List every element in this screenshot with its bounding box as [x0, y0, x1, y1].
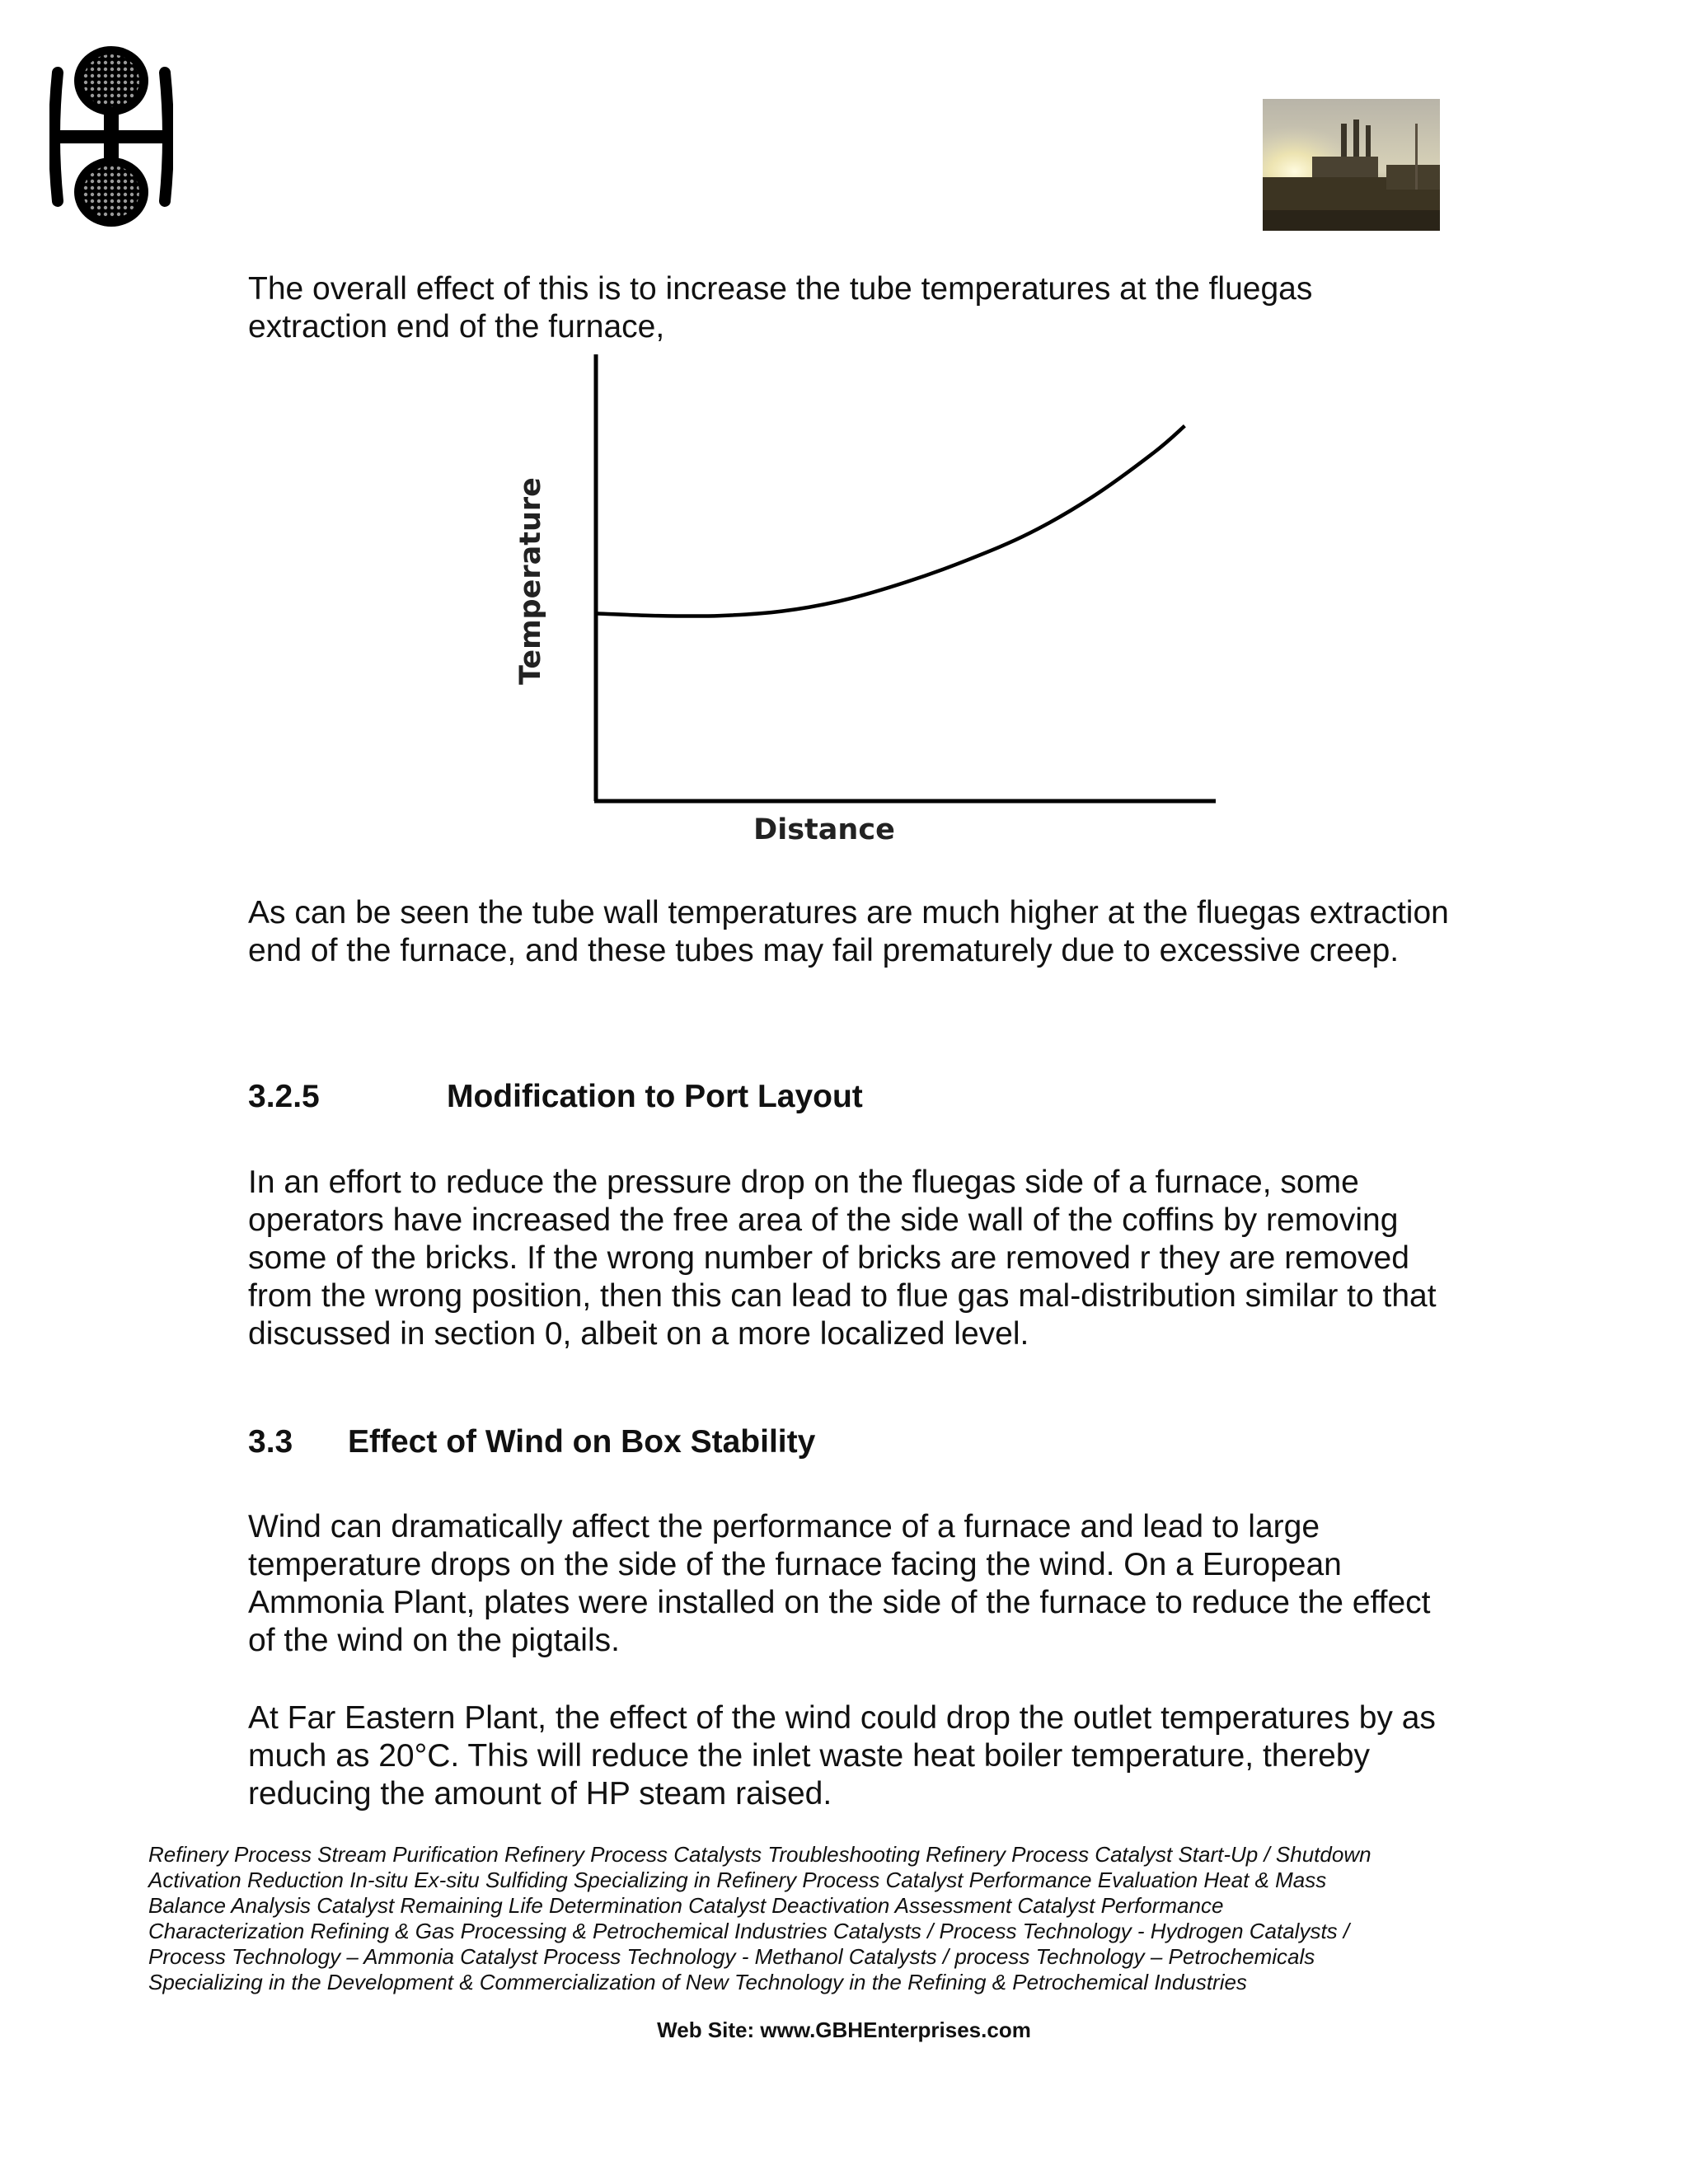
footer-line: Activation Reduction In-situ Ex-situ Sulfiding Specializing in Refinery Process Catalyst Performance Evaluation Heat & Mass: [148, 1868, 1327, 1892]
footer-line: Process Technology – Ammonia Catalyst Process Technology - Methanol Catalysts / process Technology – Petrochemicals: [148, 1944, 1315, 1969]
footer-services: [148, 1842, 1467, 1995]
section-number-3-2-5: 3.2.5: [248, 1079, 320, 1114]
paragraph-port-layout: In an effort to reduce the pressure drop on the fluegas side of a furnace, some operators have increased the free area of the side wall of the coffins by removing some of the bricks. If the wrong number of bricks are removed r they are removed from the wrong position, then this can lead to flue gas mal-distribution similar to that discussed in section 0, albeit on a more localized level.: [248, 1165, 1437, 1352]
section-title-wind: Effect of Wind on Box Stability: [348, 1424, 816, 1460]
footer-line: Characterization Refining & Gas Processing & Petrochemical Industries Catalysts / Process Technology - Hydrogen Catalysts /: [148, 1919, 1350, 1943]
footer-line: Specializing in the Development & Commercialization of New Technology in the Refining & Petrochemical Industries: [148, 1970, 1247, 1994]
footer-line: Balance Analysis Catalyst Remaining Life Determination Catalyst Deactivation Assessment Catalyst Performance: [148, 1893, 1224, 1918]
section-title-port-layout: Modification to Port Layout: [447, 1079, 863, 1114]
refinery-photo: [1263, 99, 1440, 231]
website-link[interactable]: Web Site: www.GBHEnterprises.com: [657, 2018, 1031, 2042]
paragraph-wind: Wind can dramatically affect the performance of a furnace and lead to large temperature drops on the side of the furnace facing the wind. On a European Ammonia Plant, plates were installed on the side of the furnace to reduce the effect of the wind on the pigtails.: [248, 1509, 1431, 1658]
x-axis-label: Distance: [753, 813, 895, 846]
paragraph-far-eastern: At Far Eastern Plant, the effect of the wind could drop the outlet temperatures by as much as 20°C. This will reduce the inlet waste heat boiler temperature, thereby reducing the amount of HP steam raised.: [248, 1700, 1436, 1811]
y-axis-label: Temperature: [514, 477, 547, 685]
paragraph-intro: The overall effect of this is to increase the tube temperatures at the fluegas extraction end of the furnace,: [248, 271, 1313, 344]
temperature-curve: [596, 426, 1184, 616]
footer-line: Refinery Process Stream Purification Refinery Process Catalysts Troubleshooting Refinery Process Catalyst Start-Up / Shutdown: [148, 1842, 1372, 1867]
section-number-3-3: 3.3: [248, 1424, 293, 1460]
paragraph-creep: As can be seen the tube wall temperatures are much higher at the fluegas extraction end of the furnace, and these tubes may fail prematurely due to excessive creep.: [248, 895, 1449, 968]
gbh-logo-icon: [49, 40, 173, 233]
temperature-distance-chart: [495, 346, 1236, 849]
